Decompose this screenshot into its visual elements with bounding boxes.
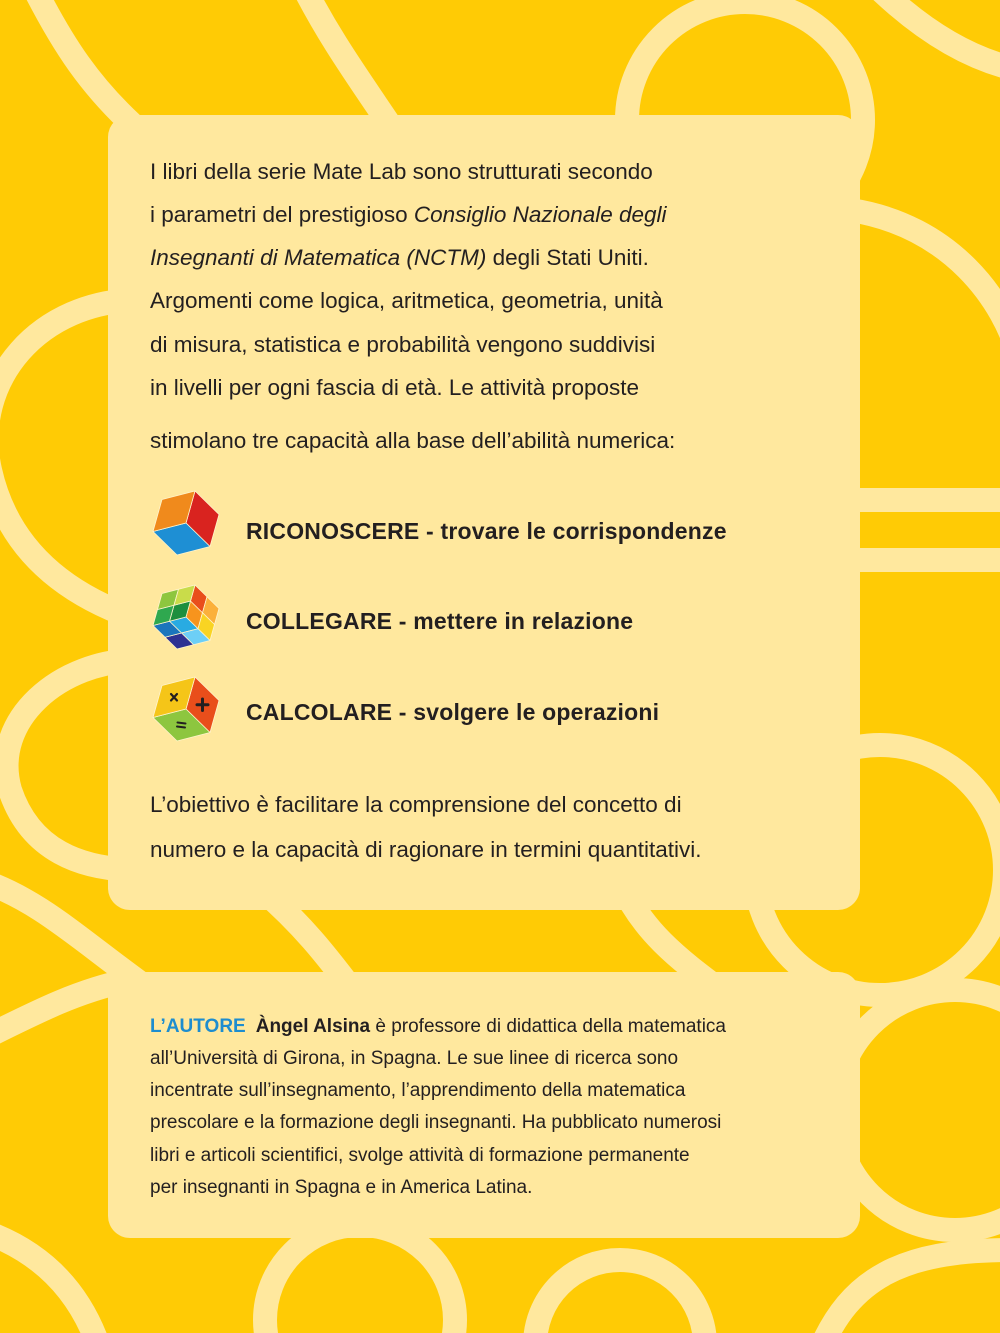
intro-text: i parametri del prestigioso bbox=[150, 202, 414, 227]
intro-line bbox=[150, 286, 663, 316]
intro-text: degli Stati Uniti. bbox=[486, 245, 649, 270]
outro-line: L’obiettivo è facilitare la comprensione del concetto di bbox=[150, 792, 682, 817]
author-line: per insegnanti in Spagna e in America Latina. bbox=[150, 1177, 533, 1198]
skill-recognize-label: RICONOSCERE - trovare le corrispondenze bbox=[246, 518, 727, 544]
author-line: prescolare e la formazione degli insegnanti. Ha pubblicato numerosi bbox=[150, 1112, 722, 1133]
intro-line bbox=[150, 200, 667, 230]
author-name: Àngel Alsina bbox=[255, 1016, 371, 1037]
background-curve bbox=[535, 1260, 705, 1333]
background-curve bbox=[850, 210, 1000, 360]
intro-text: in livelli per ogni fascia di età. Le attività proposte bbox=[150, 375, 640, 400]
background-curve bbox=[820, 1250, 1000, 1333]
intro-line bbox=[150, 330, 655, 360]
background-curve bbox=[265, 1225, 455, 1333]
author-line: incentrate sull’insegnamento, l’apprendimento della matematica bbox=[150, 1080, 686, 1101]
intro-text: I libri della serie Mate Lab sono strutturati secondo bbox=[150, 159, 653, 184]
outro-line: numero e la capacità di ragionare in termini quantitativi. bbox=[150, 837, 702, 862]
author-line: all’Università di Girona, in Spagna. Le sue linee di ricerca sono bbox=[150, 1048, 679, 1069]
cube-connect-icon bbox=[150, 584, 222, 650]
intro-text: stimolano tre capacità alla base dell’abilità numerica: bbox=[150, 428, 676, 453]
intro-line bbox=[150, 243, 649, 273]
background-curve bbox=[0, 1230, 100, 1333]
intro-line bbox=[150, 426, 675, 456]
intro-line bbox=[150, 157, 653, 187]
cube-calculate-icon bbox=[150, 676, 222, 742]
intro-line bbox=[150, 373, 639, 403]
author-line: libri e articoli scientifici, svolge attività di formazione permanente bbox=[150, 1145, 690, 1166]
skill-connect-label: COLLEGARE - mettere in relazione bbox=[246, 608, 634, 634]
author-heading: L’AUTORE bbox=[150, 1016, 246, 1037]
intro-text-italic: Consiglio Nazionale degli bbox=[413, 202, 667, 227]
background-curve bbox=[870, 0, 1000, 70]
author-text: è professore di didattica della matematica bbox=[370, 1016, 727, 1037]
author-line bbox=[150, 1014, 726, 1040]
skill-calculate-label: CALCOLARE - svolgere le operazioni bbox=[246, 699, 660, 725]
intro-text: di misura, statistica e probabilità vengono suddivisi bbox=[150, 332, 656, 357]
intro-text-italic: Insegnanti di Matematica (NCTM) bbox=[150, 245, 487, 270]
cube-recognize-icon bbox=[150, 490, 222, 556]
intro-text: Argomenti come logica, aritmetica, geometria, unità bbox=[150, 288, 663, 313]
